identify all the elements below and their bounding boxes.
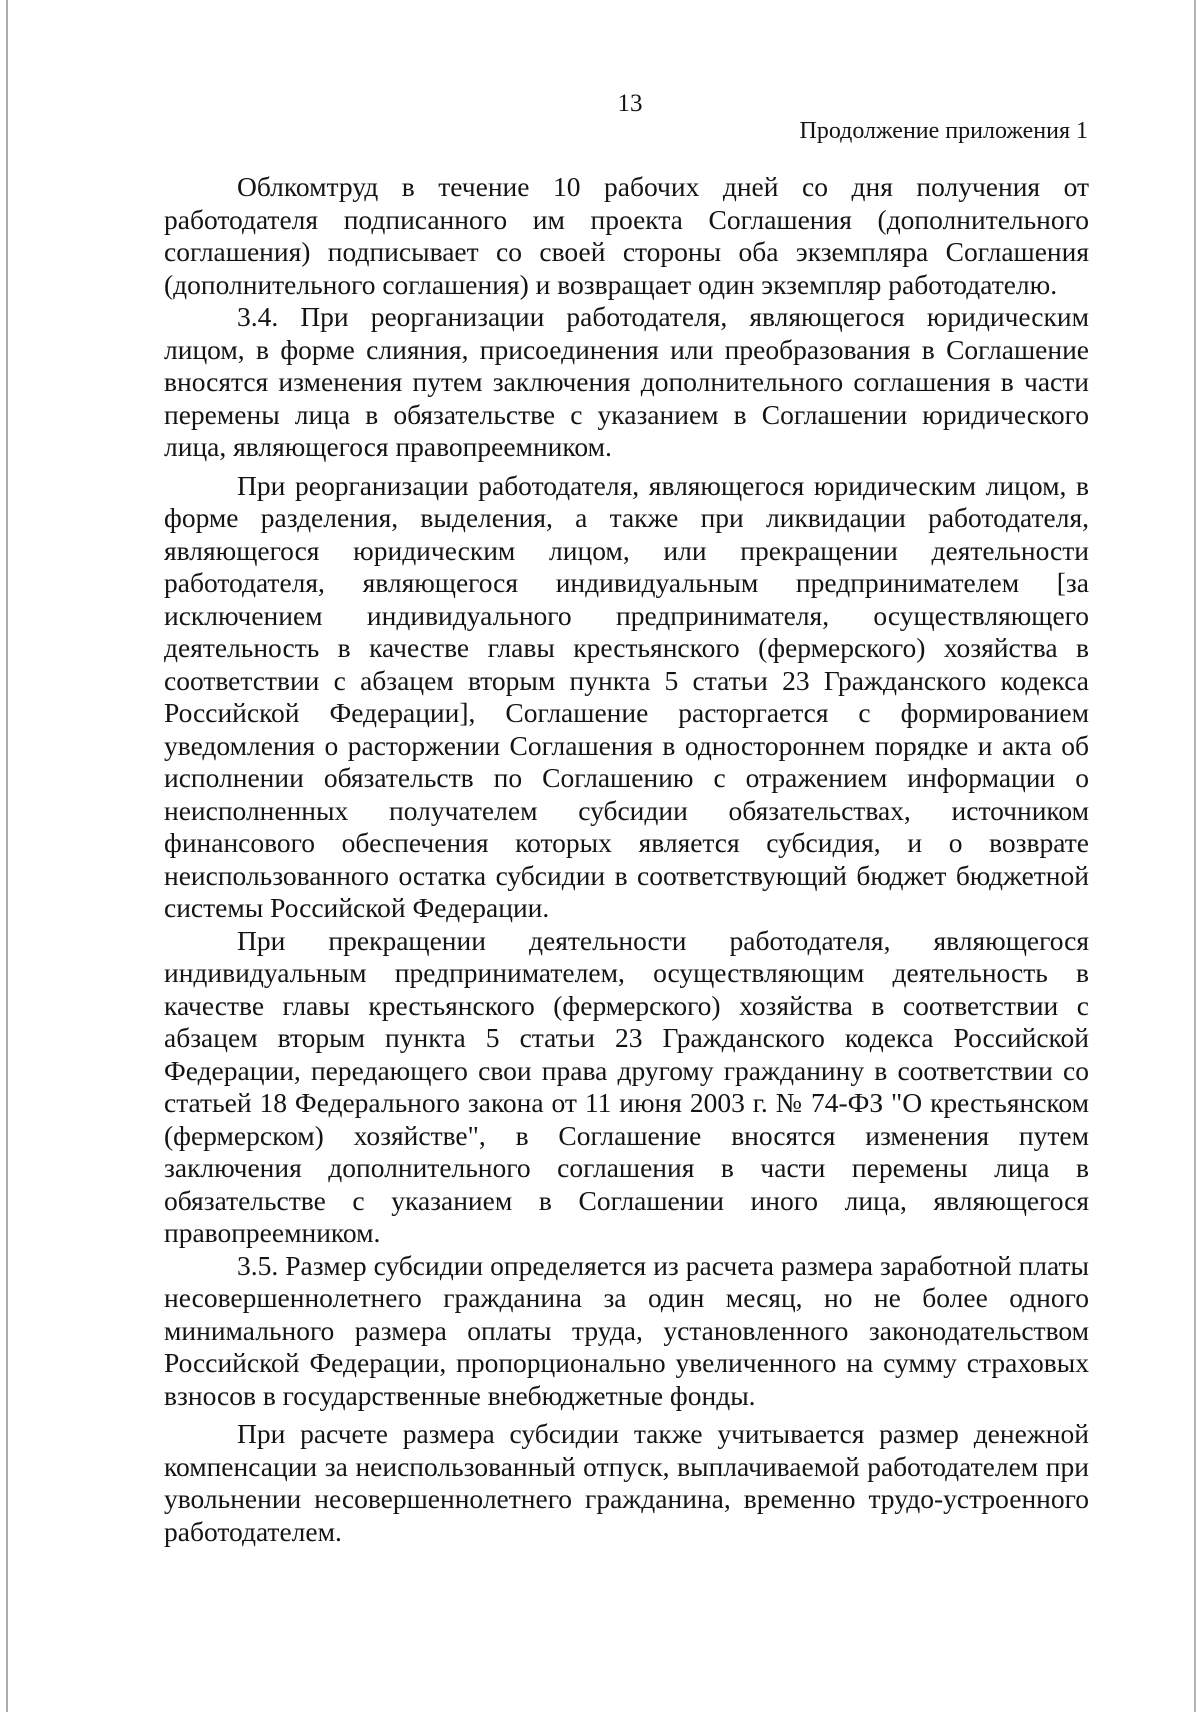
paragraph-oblkomtrud-signing: Облкомтруд в течение 10 рабочих дней со дня получения от работодателя подписанного им проекта Соглашения (дополнительного соглашения) подписывает со своей стороны оба экземпляра Соглашения (дополнительного соглашения) и возвращает один экземпляр работодателю. [164,171,1089,300]
paragraph-entrepreneur-termination: При прекращении деятельности работодателя, являющегося индивидуальным предпринимателем, осуществляющим деятельность в качестве главы крестьянского (фермерского) хозяйства в соответствии с абзацем вторым пункта 5 статьи 23 Гражданского кодекса Российской Федерации, передающего свои права другому гражданину в соответствии со статьей 18 Федерального закона от 11 июня 2003 г. № 74-ФЗ "О крестьянском (фермерском) хозяйстве", в Соглашение вносятся изменения путем заключения дополнительного соглашения в части перемены лица в обязательстве с указанием в Соглашении иного лица, являющегося правопреемником. [164,924,1089,1248]
scan-edge-right [1194,0,1196,1712]
scan-edge-left [6,0,8,1712]
page-number: 13 [617,90,643,117]
paragraph-3-5-subsidy-amount: 3.5. Размер субсидии определяется из расчета размера заработной платы несовершеннолетнего гражданина за один месяц, но не более одного минимального размера оплаты труда, установленного законодательством Российской Федерации, пропорционально увеличенного на сумму страховых взносов в государственные внебюджетные фонды. [164,1249,1089,1411]
appendix-continuation-label: Продолжение приложения 1 [799,118,1088,144]
paragraph-vacation-compensation: При расчете размера субсидии также учитывается размер денежной компенсации за неиспользованный отпуск, выплачиваемой работодателем при увольнении несовершеннолетнего гражданина, временно трудо-устроенного работодателем. [164,1418,1089,1547]
document-body [164,171,1089,1548]
paragraph-reorganization-termination: При реорганизации работодателя, являющегося юридическим лицом, в форме разделения, выделения, а также при ликвидации работодателя, являющегося юридическим лицом, или прекращении деятельности работодателя, являющегося индивидуальным предпринимателем [за исключением индивидуального предпринимателя, осуществляющего деятельность в качестве главы крестьянского (фермерского) хозяйства в соответствии с абзацем вторым пункта 5 статьи 23 Гражданского кодекса Российской Федерации], Соглашение расторгается с формированием уведомления о расторжении Соглашения в одностороннем порядке и акта об исполнении обязательств по Соглашению с отражением информации о неисполненных получателем субсидии обязательствах, источником финансового обеспечения которых является субсидия, и о возврате неиспользованного остатка субсидии в соответствующий бюджет бюджетной системы Российской Федерации. [164,469,1089,923]
paragraph-3-4-reorganization: 3.4. При реорганизации работодателя, являющегося юридическим лицом, в форме слияния, присоединения или преобразования в Соглашение вносятся изменения путем заключения дополнительного соглашения в части перемены лица в обязательстве с указанием в Соглашении юридического лица, являющегося правопреемником. [164,301,1089,462]
